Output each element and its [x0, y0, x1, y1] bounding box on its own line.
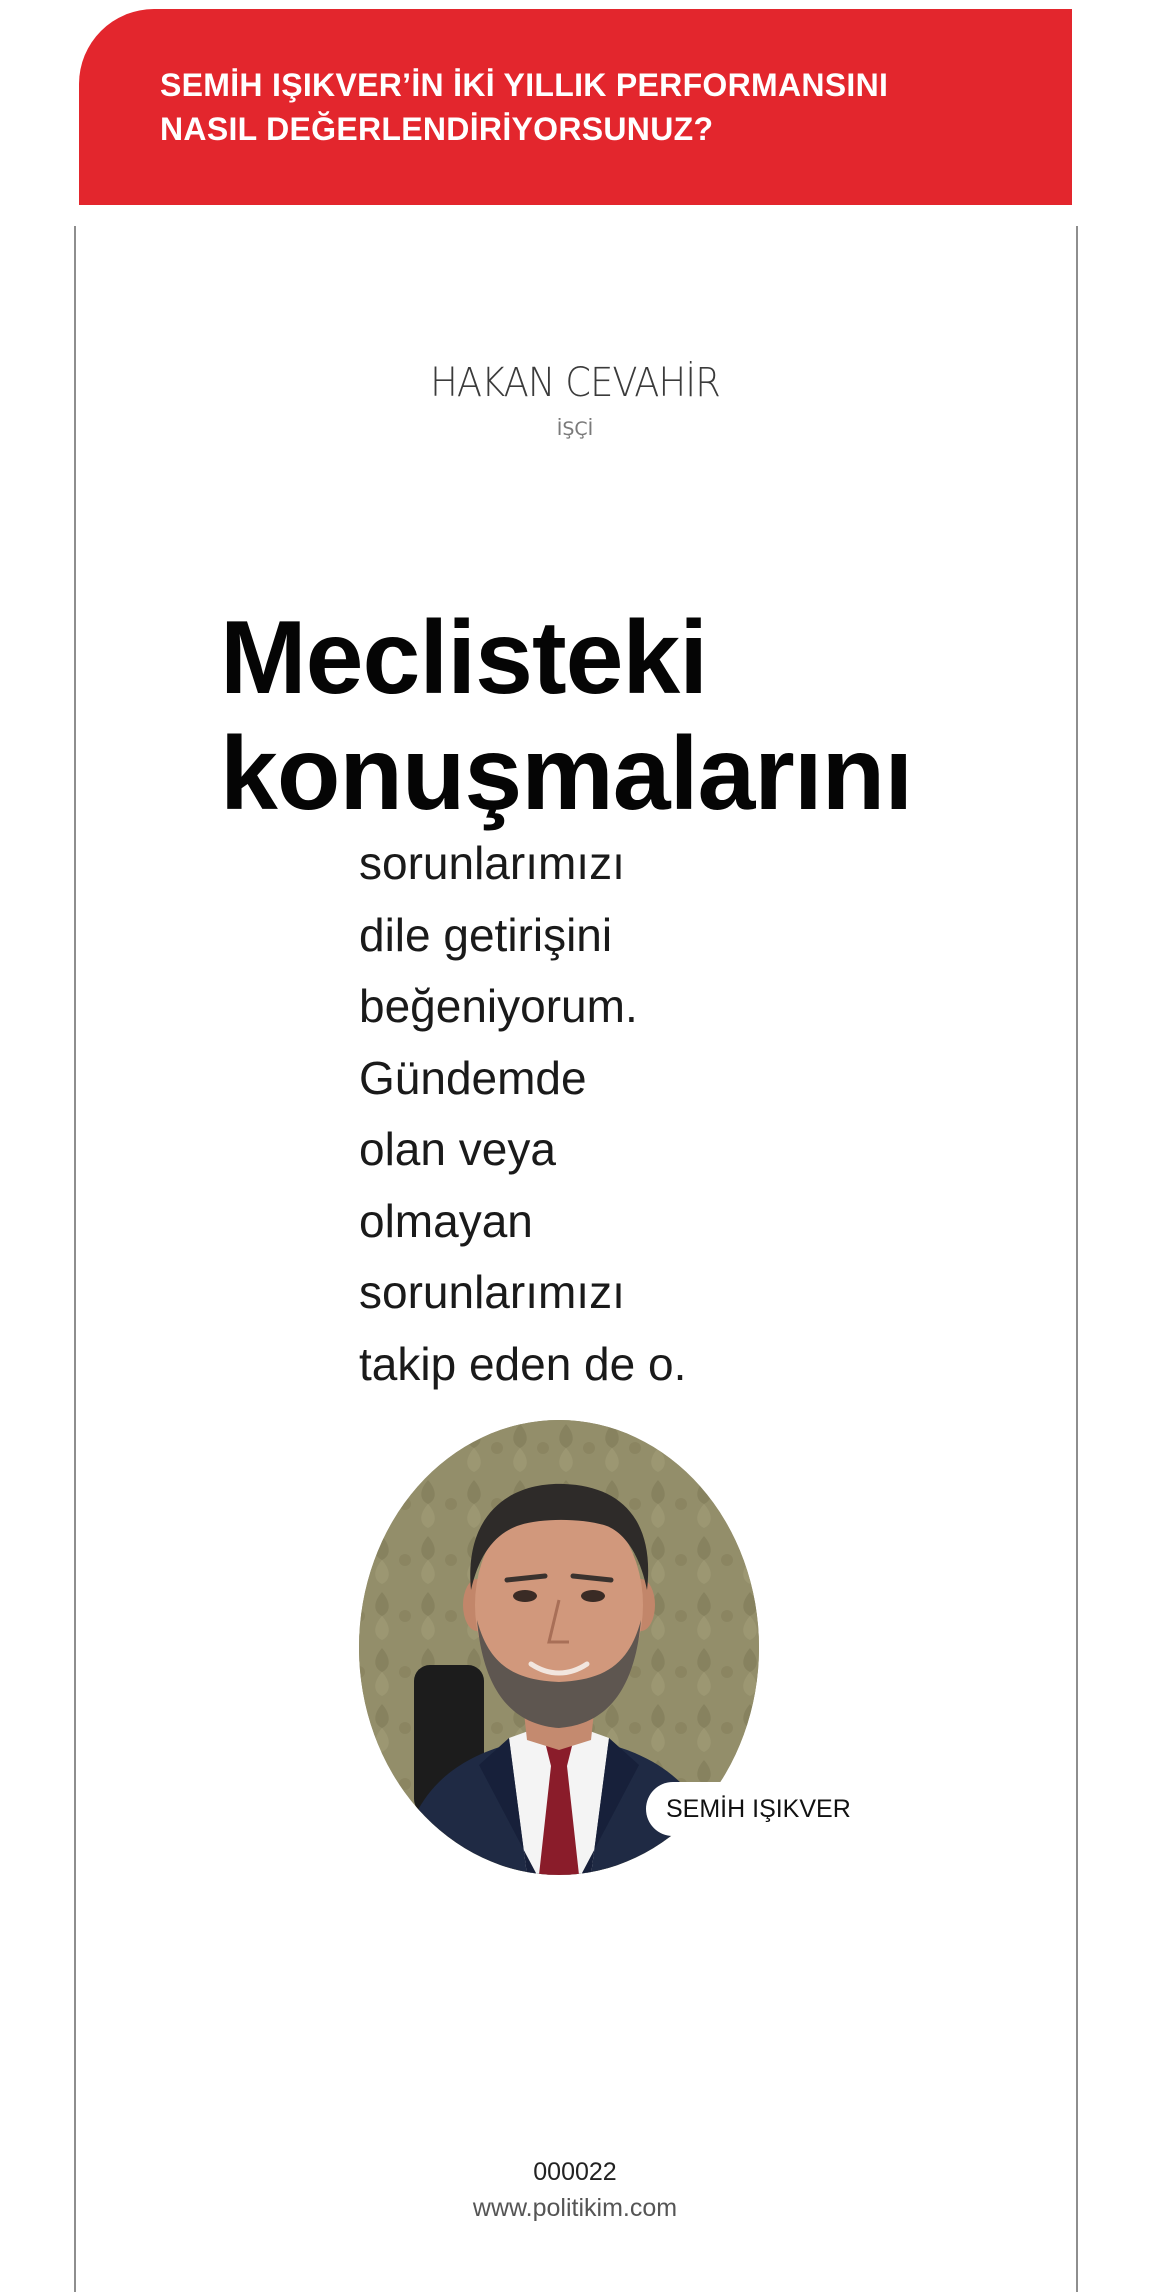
quote-body-line: olan veya: [359, 1123, 556, 1175]
header-title-line-1: SEMİH IŞIKVER’İN İKİ YILLIK PERFORMANSINI: [160, 67, 889, 103]
quote-body-line: Gündemde: [359, 1051, 587, 1104]
quote-headline-line: konuşmalarını: [220, 716, 913, 832]
quote-body-line: takip eden de o.: [359, 1337, 687, 1390]
subject-name-tag: SEMİH IŞIKVER: [646, 1782, 877, 1836]
quote-body-line: sorunlarımızı: [359, 837, 625, 889]
quote-headline: [220, 600, 980, 832]
respondent-name: HAKAN CEVAHİR: [430, 360, 720, 406]
header-title-line-2: NASIL DEĞERLENDİRİYORSUNUZ?: [160, 111, 714, 147]
quote-body-line: sorunlarımızı: [359, 1266, 625, 1318]
right-frame-line: [1076, 226, 1078, 2292]
quote-body-line: beğeniyorum.: [359, 980, 638, 1032]
quote-body-line: dile getirişini: [359, 908, 613, 961]
quote-body: [359, 828, 859, 1400]
header-banner: [79, 9, 1072, 205]
footer-number: 000022: [533, 2158, 617, 2186]
quote-body-line: olmayan: [359, 1194, 533, 1247]
left-frame-line: [74, 226, 76, 2292]
header-title: [160, 63, 1072, 151]
respondent-role: İŞÇİ: [556, 418, 594, 440]
footer-url[interactable]: www.politikim.com: [472, 2194, 678, 2222]
quote-headline-line: Meclisteki: [220, 600, 708, 716]
